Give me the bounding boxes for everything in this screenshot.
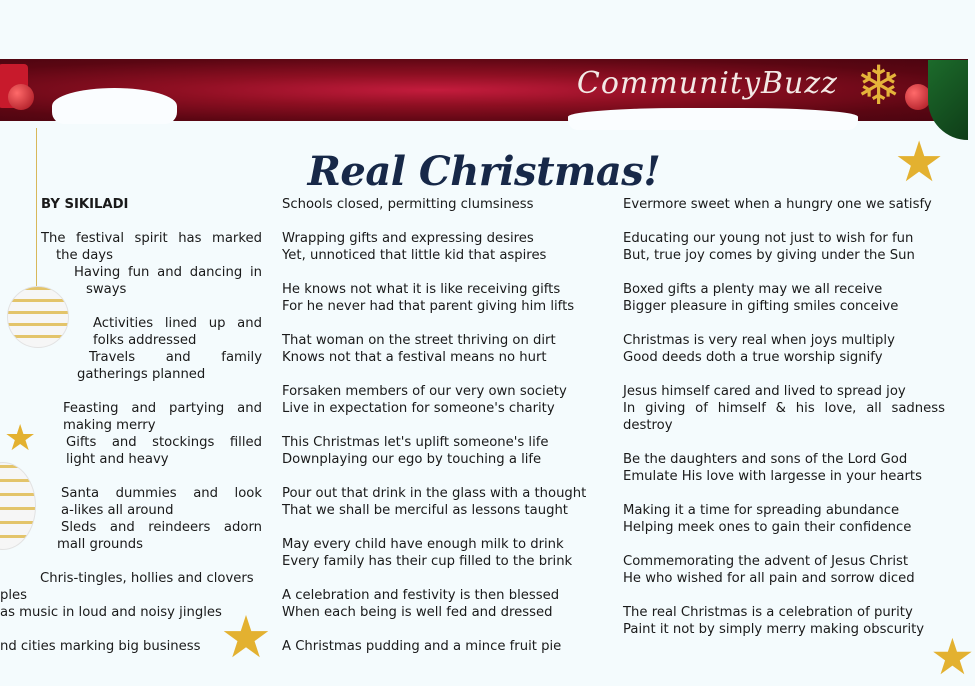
poem-line: a-likes all around xyxy=(61,503,174,518)
poem-line: Forsaken members of our very own society xyxy=(282,384,567,399)
stanza xyxy=(282,196,612,213)
poem-line: Emulate His love with largesse in your hearts xyxy=(623,469,922,484)
poem-line: Jesus himself cared and lived to spread joy xyxy=(623,384,906,399)
stanza xyxy=(623,502,945,536)
stanza xyxy=(623,383,945,434)
poem-line: gatherings planned xyxy=(77,367,206,382)
poem-line: A Christmas pudding and a mince fruit pie xyxy=(282,639,562,654)
poem-line: He knows not what it is like receiving gifts xyxy=(282,282,561,297)
poem-line: Helping meek ones to gain their confidence xyxy=(623,520,912,535)
poem-line: That woman on the street thriving on dirt xyxy=(282,333,556,348)
poem-line: May every child have enough milk to drink xyxy=(282,537,564,552)
poem-line: as music in loud and noisy jingles xyxy=(0,605,222,620)
poem-line: ples xyxy=(0,588,28,603)
poem-line: Commemorating the advent of Jesus Christ xyxy=(623,554,909,569)
poem-line: Good deeds doth a true worship signify xyxy=(623,350,883,365)
poem-line: Educating our young not just to wish for fun xyxy=(623,231,914,246)
ornament-icon xyxy=(8,84,34,110)
ornament-icon xyxy=(7,286,69,348)
poem-line: folks addressed xyxy=(93,333,197,348)
poem-line: mall grounds xyxy=(57,537,143,552)
poem-line: Be the daughters and sons of the Lord God xyxy=(623,452,908,467)
poem-line: In giving of himself & his love, all sadness xyxy=(623,401,945,416)
poem-line: The festival spirit has marked xyxy=(41,231,262,246)
poem-line: This Christmas let's uplift someone's life xyxy=(282,435,549,450)
tree-decoration xyxy=(928,60,968,140)
stanza xyxy=(282,230,612,264)
stanza xyxy=(623,196,945,213)
poem-line: light and heavy xyxy=(66,452,169,467)
poem-line: A celebration and festivity is then blessed xyxy=(282,588,560,603)
poem-line: Every family has their cup filled to the brink xyxy=(282,554,573,569)
snow-right xyxy=(568,108,858,130)
stanza xyxy=(282,587,612,621)
poem-line: Schools closed, permitting clumsiness xyxy=(282,197,534,212)
poem-line: Chris-tingles, hollies and clovers xyxy=(40,571,254,586)
poem-line: Paint it not by simply merry making obscurity xyxy=(623,622,925,637)
poem-line: But, true joy comes by giving under the Sun xyxy=(623,248,915,263)
stanza xyxy=(282,383,612,417)
poem-line: Christmas is very real when joys multiply xyxy=(623,333,895,348)
poem-line: Activities lined up and xyxy=(93,316,262,331)
poem-line: Live in expectation for someone's charity xyxy=(282,401,555,416)
poem-line: Boxed gifts a plenty may we all receive xyxy=(623,282,883,297)
stanza xyxy=(623,604,945,638)
poem-line: The real Christmas is a celebration of purity xyxy=(623,605,913,620)
poem-line: destroy xyxy=(623,418,673,433)
poem-line: Making it a time for spreading abundance xyxy=(623,503,900,518)
poem-line: Bigger pleasure in gifting smiles conceive xyxy=(623,299,899,314)
star-icon: ★ xyxy=(930,628,975,686)
poem-line: Downplaying our ego by touching a life xyxy=(282,452,542,467)
poem-line: Travels and family xyxy=(89,350,262,365)
star-icon: ★ xyxy=(4,418,37,459)
stanza xyxy=(623,553,945,587)
star-icon: ★ xyxy=(220,603,272,671)
poem-line: Sleds and reindeers adorn xyxy=(61,520,262,535)
poem-line: Pour out that drink in the glass with a thought xyxy=(282,486,587,501)
stanza xyxy=(282,281,612,315)
ornament-icon xyxy=(0,462,36,550)
stanza xyxy=(282,638,612,655)
poem-line: Yet, unnoticed that little kid that aspires xyxy=(282,248,547,263)
poem-line: sways xyxy=(86,282,127,297)
poem-line: Wrapping gifts and expressing desires xyxy=(282,231,534,246)
stanza xyxy=(282,536,612,570)
stanza xyxy=(282,434,612,468)
stanza xyxy=(623,230,945,264)
poem-column-2 xyxy=(282,196,612,672)
poem-column-3 xyxy=(623,196,945,655)
byline: BY SIKILADI xyxy=(41,197,129,212)
poem-line: Having fun and dancing in xyxy=(74,265,262,280)
poem-line: Santa dummies and look xyxy=(61,486,262,501)
poem-line: nd cities marking big business xyxy=(0,639,201,654)
poem-line: the days xyxy=(56,248,113,263)
poem-line: When each being is well fed and dressed xyxy=(282,605,553,620)
star-icon: ★ xyxy=(894,130,945,195)
poem-line: That we shall be merciful as lessons taught xyxy=(282,503,568,518)
poem-line: Gifts and stockings filled xyxy=(66,435,262,450)
snowflake-icon: ❄ xyxy=(856,54,902,117)
stanza xyxy=(623,332,945,366)
stanza xyxy=(282,332,612,366)
poem-line: Feasting and partying and xyxy=(63,401,262,416)
snow-left xyxy=(52,88,177,124)
stanza xyxy=(623,451,945,485)
page-title: Real Christmas! xyxy=(307,148,661,195)
stanza xyxy=(282,485,612,519)
poem-line: making merry xyxy=(63,418,156,433)
stanza xyxy=(623,281,945,315)
poem-line: For he never had that parent giving him lifts xyxy=(282,299,575,314)
brand-logo: CommunityBuzz xyxy=(576,66,838,101)
poem-line: Evermore sweet when a hungry one we satisfy xyxy=(623,197,932,212)
poem-line: He who wished for all pain and sorrow diced xyxy=(623,571,915,586)
poem-line: Knows not that a festival means no hurt xyxy=(282,350,547,365)
